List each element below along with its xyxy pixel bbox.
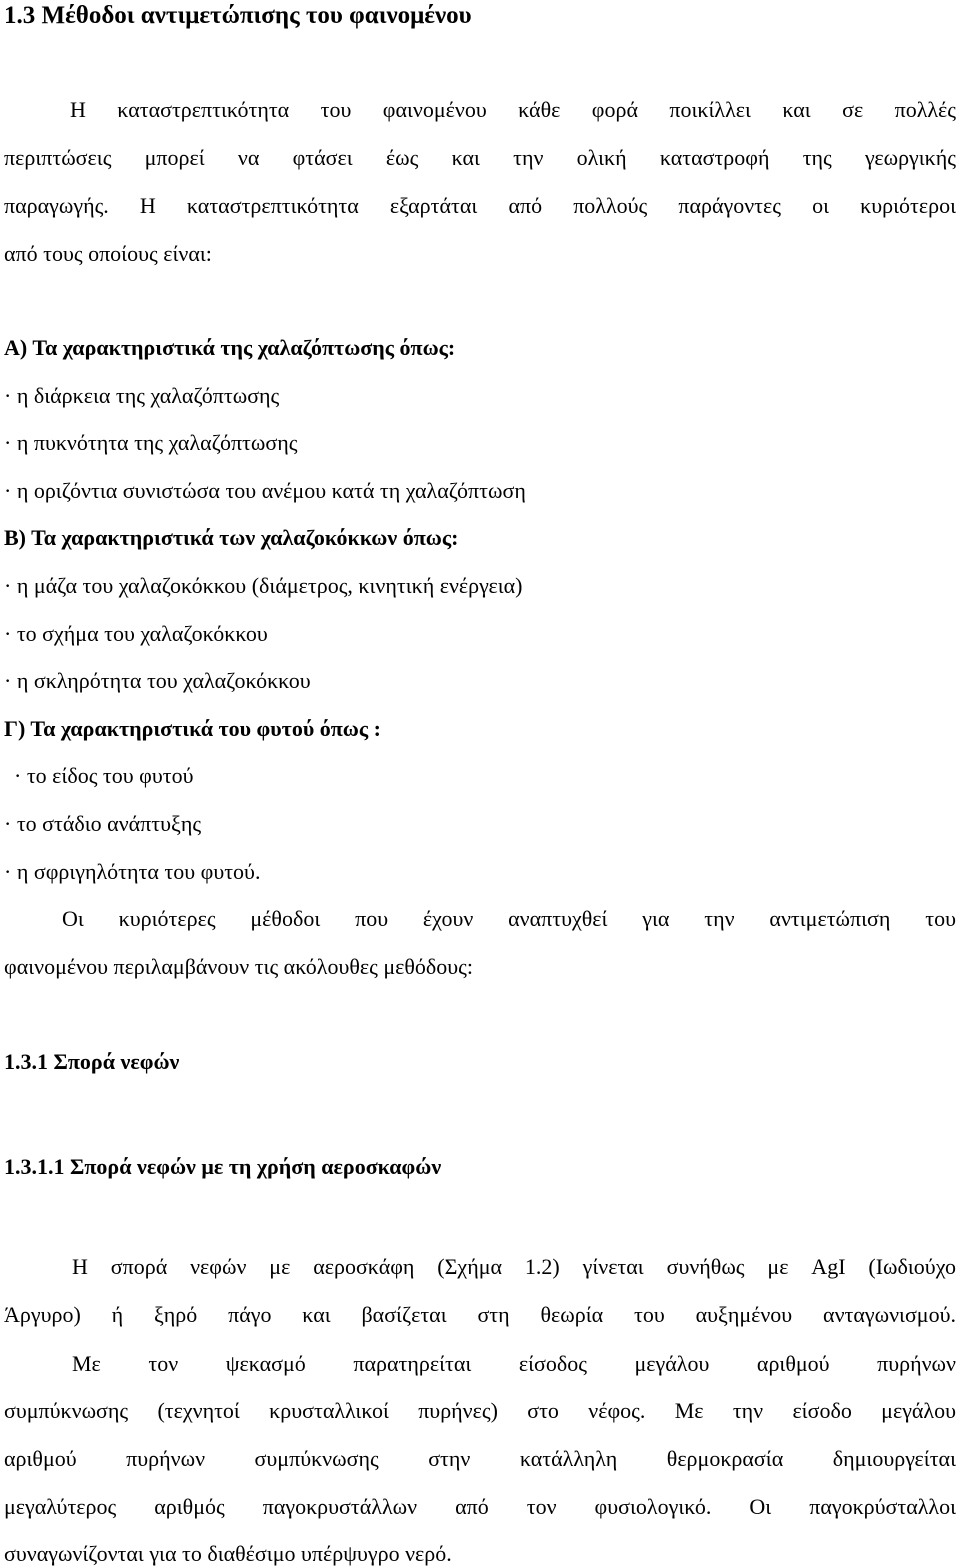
group-c-item: · η σφριγηλότητα του φυτού. [4,859,261,884]
spray-line-1: Με τον ψεκασμό παρατηρείται είσοδος μεγάλου αριθμού πυρήνων [72,1351,956,1376]
subsection-heading: 1.3.1 Σπορά νεφών [4,1049,180,1074]
group-c-item: · το είδος του φυτού [14,763,194,788]
group-c-title: Γ) Τα χαρακτηριστικά του φυτού όπως : [4,716,381,741]
section-title: 1.3 Μέθοδοι αντιμετώπισης του φαινομένου [4,2,472,29]
intro-line-4: από τους οποίους είναι: [4,241,212,266]
group-a-item: · η πυκνότητα της χαλαζόπτωσης [4,430,298,455]
intro-line-1: Η καταστρεπτικότητα του φαινομένου κάθε φορά ποικίλλει και σε πολλές [70,97,956,122]
group-b-title: Β) Τα χαρακτηριστικά των χαλαζοκόκκων όπως: [4,525,459,550]
group-a-item: · η διάρκεια της χαλαζόπτωσης [4,383,280,408]
group-c-item: · το στάδιο ανάπτυξης [4,811,202,836]
group-b-item: · η σκληρότητα του χαλαζοκόκκου [4,668,311,693]
methods-line-2: φαινομένου περιλαμβάνουν τις ακόλουθες μεθόδους: [4,954,474,979]
spray-line-4: μεγαλύτερος αριθμός παγοκρυστάλλων από τον φυσιολογικό. Οι παγοκρύσταλλοι [4,1494,956,1519]
spray-line-5: συναγωνίζονται για το διαθέσιμο υπέρψυγρο νερό. [4,1541,452,1566]
group-b-item: · το σχήμα του χαλαζοκόκκου [4,621,268,646]
intro-line-2: περιπτώσεις μπορεί να φτάσει έως και την ολική καταστροφή της γεωργικής [4,145,956,170]
spray-line-2: συμπύκνωσης (τεχνητοί κρυσταλλικοί πυρήνες) στο νέφος. Με την είσοδο μεγάλου [4,1398,956,1423]
group-a-item: · η οριζόντια συνιστώσα του ανέμου κατά τη χαλαζόπτωση [4,478,526,503]
subsubsection-heading: 1.3.1.1 Σπορά νεφών με τη χρήση αεροσκαφών [4,1154,442,1179]
seeding-line-1: Η σπορά νεφών με αεροσκάφη (Σχήμα 1.2) γίνεται συνήθως με AgI (Ιωδιούχο [72,1254,956,1279]
intro-line-3: παραγωγής. Η καταστρεπτικότητα εξαρτάται από πολλούς παράγοντες οι κυριότεροι [4,193,956,218]
seeding-line-2: Άργυρο) ή ξηρό πάγο και βασίζεται στη θεωρία του αυξημένου ανταγωνισμού. [4,1302,956,1327]
methods-line-1: Οι κυριότερες μέθοδοι που έχουν αναπτυχθεί για την αντιμετώπιση του [62,906,956,931]
group-a-title: Α) Τα χαρακτηριστικά της χαλαζόπτωσης όπως: [4,335,456,360]
group-b-item: · η μάζα του χαλαζοκόκκου (διάμετρος, κινητική ενέργεια) [4,573,523,598]
spray-line-3: αριθμού πυρήνων συμπύκνωσης στην κατάλληλη θερμοκρασία δημιουργείται [4,1446,956,1471]
